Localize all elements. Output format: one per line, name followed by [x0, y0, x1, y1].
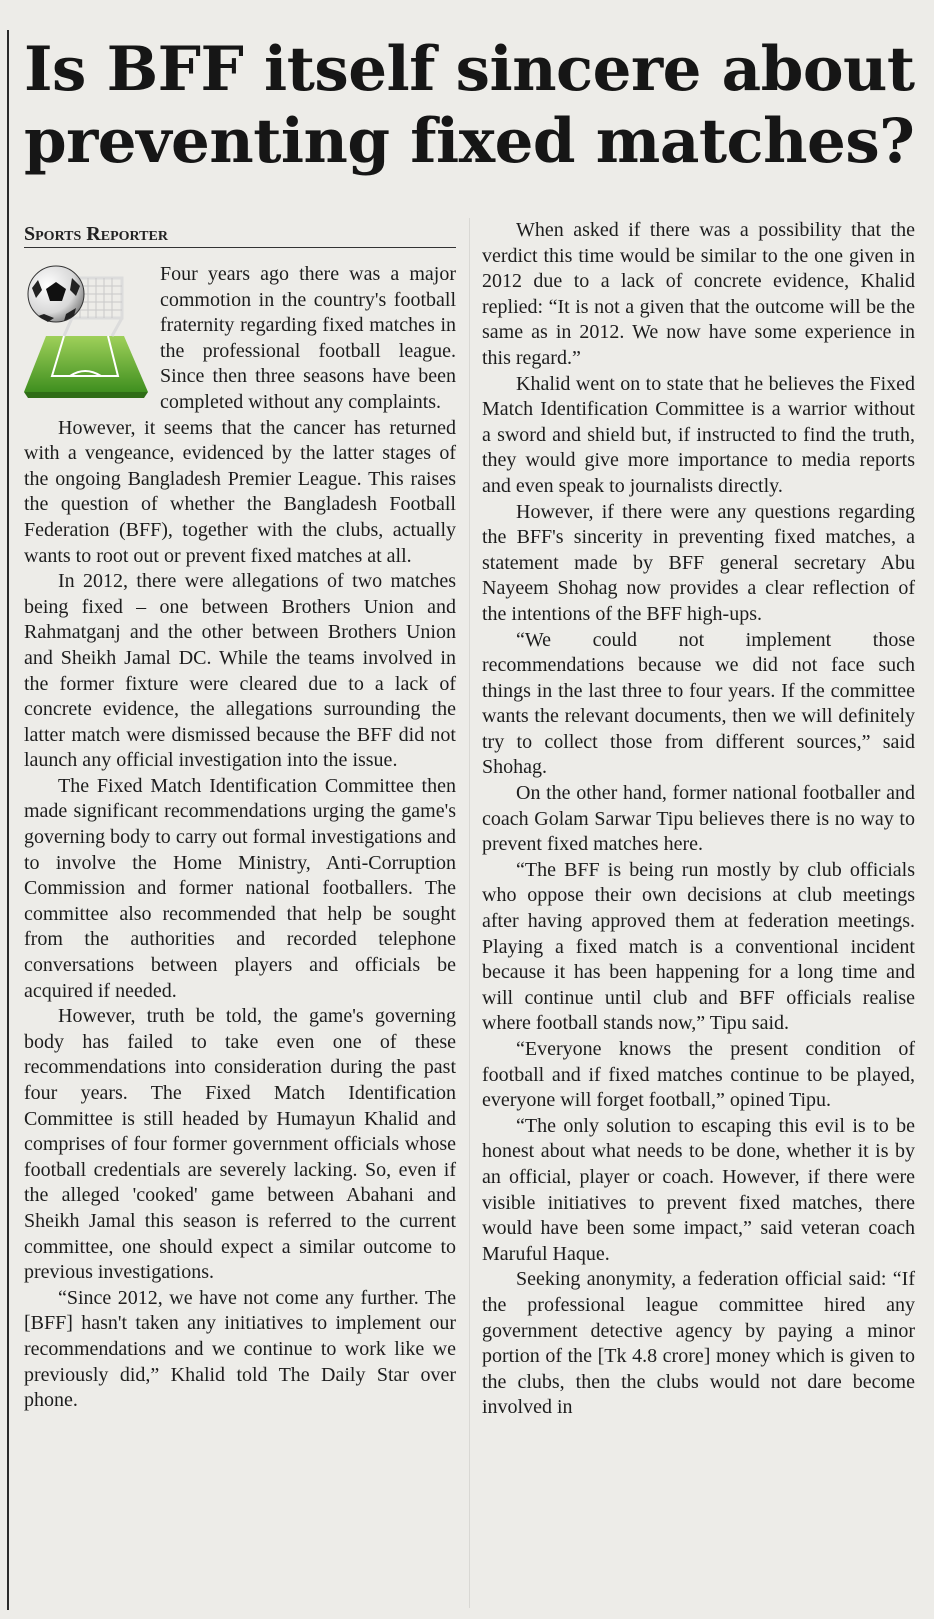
- paragraph: Four years ago there was a major commotion in the country's football fraternity regarding fixed matches in the professional football league. Since then three seasons have been completed without any complaints.: [160, 263, 456, 413]
- headline-line-2: preventing fixed matches?: [24, 106, 915, 177]
- headline: [24, 34, 924, 178]
- paragraph: However, it seems that the cancer has returned with a vengeance, evidenced by the latter stages of the ongoing Bangladesh Premier League. This raises the question of whether the Bangladesh Football Federation (BFF), together with the clubs, actually wants to root out or prevent fixed matches at all.: [24, 416, 456, 567]
- paragraph: “The BFF is being run mostly by club officials who oppose their own decisions at club meetings after having approved them at federation meetings. Playing a fixed match is a conventional incident because it has been happening for a long time and will continue until club and BFF officials realise where football stands now,” Tipu said.: [482, 858, 915, 1035]
- byline: Sports Reporter: [24, 223, 168, 245]
- paragraph: “Everyone knows the present condition of football and if fixed matches continue to be played, everyone will forget football,” opined Tipu.: [482, 1038, 915, 1112]
- byline-divider: [24, 247, 456, 248]
- paragraph: “The only solution to escaping this evil is to be honest about what needs to be done, whether it is by an official, player or coach. However, if there were visible initiatives to prevent fixed matches, there would have been some impact,” said veteran coach Maruful Haque.: [482, 1114, 915, 1265]
- paragraph: “Since 2012, we have not come any further. The [BFF] hasn't taken any initiatives to implement our recommendations and we continue to work like we previously did,” Khalid told The Daily Star over phone.: [24, 1286, 456, 1412]
- paragraph: However, truth be told, the game's governing body has failed to take even one of these recommendations into consideration during the past four years. The Fixed Match Identification Committee is still headed by Humayun Khalid and comprises of four former government officials whose football credentials are severely lacking. So, even if the alleged 'cooked' game between Abahani and Sheikh Jamal this season is referred to the current committee, one should expect a similar outcome to previous investigations.: [24, 1005, 456, 1284]
- column-divider: [469, 218, 470, 1608]
- paragraph: When asked if there was a possibility that the verdict this time would be similar to the one given in 2012 due to a lack of concrete evidence, Khalid replied: “It is not a given that the outcome will be the same as in 2012. We now have some experience in this regard.”: [482, 219, 915, 369]
- paragraph: On the other hand, former national footballer and coach Golam Sarwar Tipu believes there is no way to prevent fixed matches here.: [482, 782, 915, 856]
- paragraph: The Fixed Match Identification Committee then made significant recommendations urging the game's governing body to carry out formal investigations and to involve the Home Ministry, Anti-Corruption Commission and former national footballers. The committee also recommended that help be sought from the authorities and recorded telephone conversations between players and officials be acquired if needed.: [24, 774, 456, 1002]
- football-goal-icon: [24, 264, 148, 398]
- right-column: [482, 218, 915, 1421]
- paragraph: “We could not implement those recommendations because we did not face such things in the last three to four years. If the committee wants the relevant documents, then we will definitely try to collect those from different sources,” said Shohag.: [482, 628, 915, 779]
- paragraph: Seeking anonymity, a federation official said: “If the professional league committee hired any government detective agency by paying a minor portion of the [Tk 4.8 crore] money which is given to the clubs, then the clubs would not dare become involved in: [482, 1268, 915, 1419]
- paragraph: Khalid went on to state that he believes the Fixed Match Identification Committee is a warrior without a sword and shield but, if instructed to find the truth, they would give more importance to media reports and even speak to journalists directly.: [482, 372, 915, 497]
- left-column: [24, 262, 456, 1414]
- headline-line-1: Is BFF itself sincere about: [24, 34, 915, 105]
- paragraph: However, if there were any questions regarding the BFF's sincerity in preventing fixed matches, a statement made by BFF general secretary Abu Nayeem Shohag now provides a clear reflection of the intentions of the BFF high-ups.: [482, 500, 915, 625]
- paragraph: In 2012, there were allegations of two matches being fixed – one between Brothers Union and Rahmatganj and the other between Brothers Union and Sheikh Jamal DC. While the teams involved in the former fixture were cleared due to a lack of concrete evidence, the allegations surrounding the latter match were dismissed because the BFF did not launch any official investigation into the issue.: [24, 570, 456, 772]
- left-border-rule: [7, 30, 9, 1610]
